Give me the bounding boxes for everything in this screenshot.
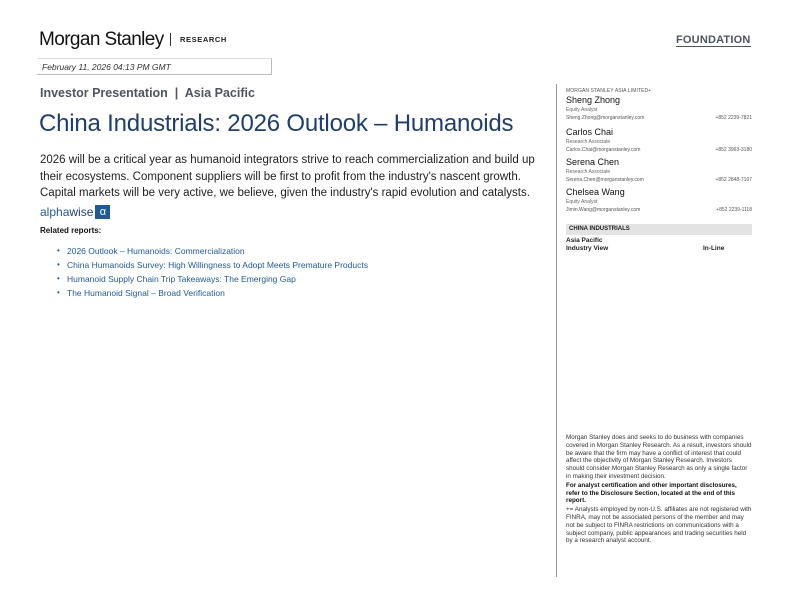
industry-view-value: In-Line xyxy=(703,245,725,252)
disclosure-certification-text: For analyst certification and other important disclosures, refer to the Disclosure Section, located at the end of this report. xyxy=(566,481,737,505)
analyst-role: Equity Analyst xyxy=(566,107,598,113)
page-title: China Industrials: 2026 Outlook – Humanoids xyxy=(39,110,514,137)
analyst-card xyxy=(566,127,752,154)
analyst-phone: +852 2848-7107 xyxy=(715,177,752,183)
report-kicker: Investor Presentation | Asia Pacific xyxy=(40,86,255,100)
industry-view-row xyxy=(566,245,752,252)
analyst-role: Research Associate xyxy=(566,169,611,175)
analyst-phone: +852 2239-7821 xyxy=(715,115,752,121)
industry-view-label: Industry View xyxy=(566,245,609,252)
analyst-email[interactable]: Carlos.Chai@morganstanley.com xyxy=(566,147,641,153)
sidebar-divider xyxy=(556,84,557,577)
publish-date: February 11, 2026 04:13 PM GMT xyxy=(42,62,171,72)
analyst-phone: +852 2239-1118 xyxy=(716,207,752,213)
analyst-email[interactable]: Jimin.Wang@morganstanley.com xyxy=(566,207,641,213)
related-link[interactable]: • Humanoid Supply Chain Trip Takeaways: The Emerging Gap xyxy=(57,272,368,286)
disclosure-block xyxy=(566,434,752,546)
analyst-card xyxy=(566,95,752,122)
alphawise-logo[interactable] xyxy=(40,205,110,219)
related-link[interactable]: • The Humanoid Signal – Broad Verification xyxy=(57,286,368,300)
analyst-role: Research Associate xyxy=(566,139,611,145)
analyst-email[interactable]: Sheng.Zhong@morganstanley.com xyxy=(566,115,645,121)
analyst-phone: +852 3963-3180 xyxy=(715,147,752,153)
related-heading: Related reports: xyxy=(40,226,102,235)
related-link[interactable]: • China Humanoids Survey: High Willingness to Adopt Meets Premature Products xyxy=(57,258,368,272)
summary-paragraph: 2026 will be a critical year as humanoid integrators strive to reach commercialization and build up their ecosystems. Component suppliers will be first to profit from the industry's nascent growth. Capital markets will be very active, we believe, given the industry's rapid evolution and catalysts. xyxy=(40,154,535,199)
analyst-role: Equity Analyst xyxy=(566,199,598,205)
foundation-badge: FOUNDATION xyxy=(676,34,751,46)
analyst-email[interactable]: Serena.Chen@morganstanley.com xyxy=(566,177,644,183)
analyst-name: Sheng Zhong xyxy=(566,95,621,105)
alphawise-wise: wise xyxy=(69,205,94,219)
analyst-card xyxy=(566,157,752,184)
disclosure-certification xyxy=(566,482,752,505)
related-list xyxy=(57,244,368,300)
entity-name: MORGAN STANLEY ASIA LIMITED+ xyxy=(566,88,652,94)
related-link[interactable]: • 2026 Outlook – Humanoids: Commercialization xyxy=(57,244,368,258)
logo-divider xyxy=(170,33,171,46)
disclosure-finra: += Analysts employed by non-U.S. affiliates are not registered with FINRA, may not be associated persons of the member and may not be subject to FINRA restrictions on communications with a subject company, public appearances and trading securities held by a research analyst account. xyxy=(566,506,752,545)
alpha-icon: α xyxy=(95,205,110,219)
brand-logo: Morgan Stanley xyxy=(39,29,164,50)
research-label: RESEARCH xyxy=(180,35,227,44)
disclosure-text: Morgan Stanley does and seeks to do business with companies covered in Morgan Stanley Research. As a result, investors should be aware that the firm may have a conflict of interest that could affect the objectivity of Morgan Stanley Research. Investors should consider Morgan Stanley Research as only a single factor in making their investment decision. xyxy=(566,434,752,480)
analyst-name: Serena Chen xyxy=(566,157,620,167)
analyst-name: Carlos Chai xyxy=(566,127,614,137)
coverage-title: CHINA INDUSTRIALS xyxy=(569,226,630,232)
alphawise-alpha: alpha xyxy=(40,205,70,219)
analyst-card xyxy=(566,187,752,214)
analyst-name: Chelsea Wang xyxy=(566,187,625,197)
coverage-region: Asia Pacific xyxy=(566,237,603,244)
